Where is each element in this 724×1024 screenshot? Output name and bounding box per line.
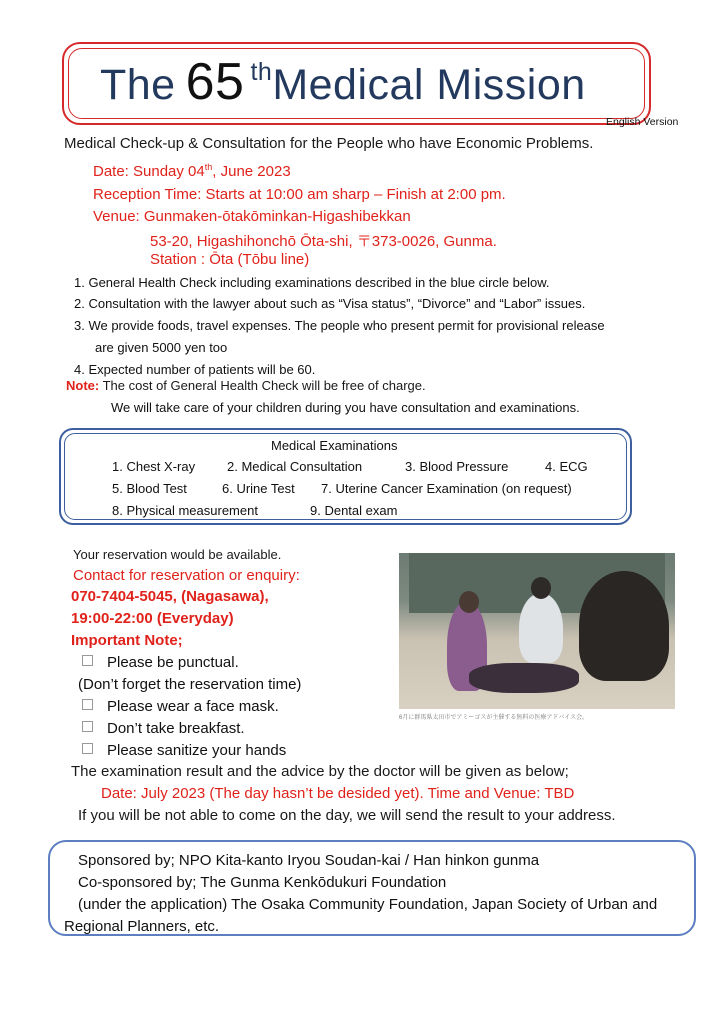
result-line-1: The examination result and the advice by the doctor will be given as below; — [71, 763, 569, 780]
venue-line-1: Venue: Gunmaken-ōtakōminkan-Higashibekkan — [93, 208, 411, 225]
venue-line-2: 53-20, Higashihonchō Ōta-shi, 〒373-0026, Gunma. — [150, 233, 497, 250]
title-number: 65 — [185, 53, 245, 111]
exam-item: 4. ECG — [545, 459, 588, 474]
important-point — [82, 720, 245, 737]
important-point — [82, 698, 279, 715]
page-title — [100, 52, 586, 112]
contact-heading: Contact for reservation or enquiry: — [73, 567, 300, 584]
list-item: 3. We provide foods, travel expenses. The people who present permit for provisional release — [74, 318, 605, 333]
title-sup: th — [250, 57, 273, 86]
event-photo — [399, 553, 675, 709]
contact-hours: 19:00-22:00 (Everyday) — [71, 610, 234, 627]
result-line-2: Date: July 2023 (The day hasn’t be desided yet). Time and Venue: TBD — [101, 785, 575, 802]
english-version-label: English Version — [606, 116, 679, 128]
exam-item: 6. Urine Test — [222, 481, 295, 496]
sponsor-line: Sponsored by; NPO Kita-kanto Iryou Soudan-kai / Han hinkon gunma — [78, 852, 540, 869]
reception-time: Reception Time: Starts at 10:00 am sharp – Finish at 2:00 pm. — [93, 186, 506, 203]
title-post: Medical Mission — [272, 61, 586, 109]
exam-item: 2. Medical Consultation — [227, 459, 363, 474]
sponsor-line: (under the application) The Osaka Community Foundation, Japan Society of Urban and — [78, 896, 658, 913]
note-line-2: We will take care of your children during you have consultation and examinations. — [111, 400, 580, 415]
exam-item: 3. Blood Pressure — [405, 459, 509, 474]
important-point — [82, 654, 239, 671]
exam-item: 9. Dental exam — [310, 503, 398, 518]
checkbox-icon — [82, 721, 93, 732]
date-post: , June 2023 — [212, 163, 291, 180]
checkbox-icon — [82, 743, 93, 754]
point-text: Please wear a face mask. — [107, 698, 279, 715]
contact-phone: 070-7404-5045, (Nagasawa), — [71, 588, 269, 605]
list-item: 1. General Health Check including examinations described in the blue circle below. — [74, 275, 550, 290]
person-lying — [469, 663, 579, 693]
point-text: Please sanitize your hands — [107, 742, 287, 759]
venue-line-3: Station : Ōta (Tōbu line) — [150, 251, 310, 268]
list-item-continued: are given 5000 yen too — [95, 340, 228, 355]
exam-item: 7. Uterine Cancer Examination (on request) — [321, 481, 572, 496]
exam-heading: Medical Examinations — [271, 438, 398, 453]
important-point: (Don’t forget the reservation time) — [78, 676, 302, 693]
date-pre: Date: Sunday 04 — [93, 163, 205, 180]
list-item: 2. Consultation with the lawyer about such as “Visa status”, “Divorce” and “Labor” issues. — [74, 296, 586, 311]
sponsor-line: Co-sponsored by; The Gunma Kenkōdukuri Foundation — [78, 874, 447, 891]
exam-item: 5. Blood Test — [112, 481, 187, 496]
checkbox-icon — [82, 655, 93, 666]
subtitle: Medical Check-up & Consultation for the People who have Economic Problems. — [64, 135, 594, 152]
event-date — [93, 162, 291, 180]
sponsor-line: Regional Planners, etc. — [64, 918, 220, 935]
person-figure — [519, 593, 563, 663]
note — [66, 378, 426, 393]
date-sup: th — [204, 162, 213, 172]
important-note-heading: Important Note; — [71, 632, 183, 649]
note-label: Note: — [66, 378, 100, 393]
point-text: Please be punctual. — [107, 654, 239, 671]
reservation-available: Your reservation would be available. — [73, 547, 282, 562]
photo-caption: 6月に群馬県太田市でアミーゴスが主催する無料の医療アドバイス会。 — [399, 715, 589, 721]
note-line-1: The cost of General Health Check will be free of charge. — [102, 378, 426, 393]
person-figure — [579, 571, 669, 681]
title-pre: The — [100, 61, 176, 109]
result-line-3: If you will be not able to come on the day, we will send the result to your address. — [78, 807, 616, 824]
checkbox-icon — [82, 699, 93, 710]
important-point — [82, 742, 286, 759]
list-item: 4. Expected number of patients will be 60. — [74, 362, 316, 377]
exam-item: 1. Chest X-ray — [112, 459, 196, 474]
exam-item: 8. Physical measurement — [112, 503, 258, 518]
person-head — [459, 591, 479, 613]
person-head — [531, 577, 551, 599]
point-text: Don’t take breakfast. — [107, 720, 245, 737]
